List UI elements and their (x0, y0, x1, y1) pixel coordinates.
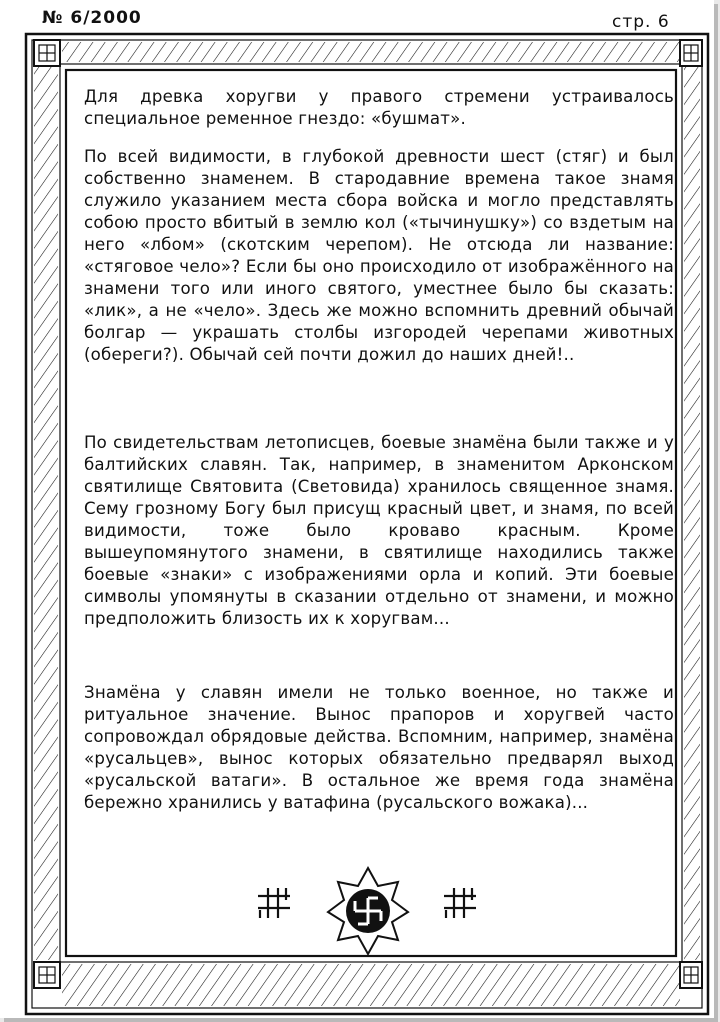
grid-cross-ornament-left (258, 888, 290, 918)
paragraph-3: По свидетельствам летописцев, боевые знамёна были также и у балтийских славян. Так, например, в знаменитом Арконском святилище Святовита (Световида) хранилось священное знамя. Сему грозному Богу был присущ красный цвет, и знамя, по всей видимости, тоже было кроваво красным. Кроме вышеупомянутого знамени, в святилище находились также боевые «знаки» с изображениями орла и копий. Эти боевые символы упомянуты в сказании отдельно от знамени, и можно предположить близость их к хоругвам... (84, 433, 674, 628)
paragraph-1: Для древка хоругви у правого стремени устраивалось специальное ременное гнездо: «бушмат». (84, 87, 674, 128)
page-number: стр. 6 (612, 12, 670, 32)
paragraph-4: Знамёна у славян имели не только военное, но также и ритуальное значение. Вынос прапоров и хоругвей часто сопровождал обрядовые действа. Вспомним, например, знамёна «русальцев», вынос которых обязательно предварял выход «русальской ватаги». В остальное же время года знамёна бережно хранились у ватафина (русальского вожака)... (84, 683, 674, 812)
grid-cross-ornament-right (444, 888, 476, 918)
paragraph-2: По всей видимости, в глубокой древности шест (стяг) и был собственно знаменем. В стародавние времена такое знамя служило указанием места сбора войска и могло представлять собою просто вбитый в землю кол («тычинушку») со вздетым на него «лбом» (скотским черепом). Не отсюда ли название: «стяговое чело»? Если бы оно происходило от изображённого на знамени того или иного святого, уместнее было бы сказать: «лик», а не «чело». Здесь же можно вспомнить древний обычай болгар — украшать столбы изгородей черепами животных (обереги?). Обычай сей почти дожил до наших дней!.. (84, 147, 674, 364)
issue-number: № 6/2000 (42, 8, 142, 28)
star-swastika-ornament (328, 868, 408, 954)
